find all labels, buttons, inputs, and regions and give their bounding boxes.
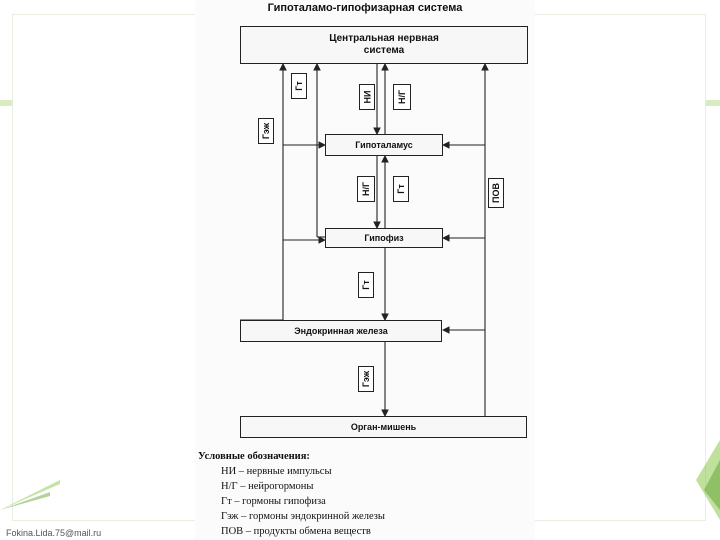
signal-ni <box>359 84 375 110</box>
cns-box <box>240 26 528 64</box>
leaf-decoration-left <box>0 470 60 510</box>
signal-gt-low <box>358 272 374 298</box>
legend-item: Гэж – гормоны эндокринной железы <box>221 511 385 522</box>
signal-gzh-left-label: Гэж <box>261 122 271 140</box>
signal-gzh-left <box>258 118 274 144</box>
signal-gzh-low-label: Гэж <box>361 370 371 388</box>
signal-gt-low-label: Гт <box>360 280 371 290</box>
signal-ni-label: НИ <box>362 90 372 104</box>
footer-email: Fokina.Lida.75@mail.ru <box>6 528 102 538</box>
hypothalamus-label: Гипоталамус <box>355 140 413 150</box>
legend-item: НИ – нервные импульсы <box>221 466 332 477</box>
signal-gt-top <box>291 73 307 99</box>
target-organ-label: Орган-мишень <box>350 422 417 432</box>
diagram-title: Гипоталамо-гипофизарная система <box>267 2 463 14</box>
cns-label: Центральная нервная система <box>329 33 439 56</box>
hypothalamus-box <box>325 134 443 156</box>
signal-ng-top-label: Н/Г <box>396 89 407 105</box>
legend-item: Н/Г – нейрогормоны <box>221 481 314 492</box>
leaf-decoration-right <box>690 440 720 520</box>
signal-gt-mid-label: Гт <box>395 184 406 194</box>
signal-gt-mid <box>393 176 409 202</box>
legend-heading: Условные обозначения: <box>198 451 310 462</box>
target-organ-box <box>240 416 527 438</box>
signal-ng-mid-label: Н/Г <box>360 181 371 197</box>
legend <box>198 449 528 539</box>
signal-gt-top-label: Гт <box>293 81 304 91</box>
signal-ng-mid <box>357 176 375 202</box>
legend-item: Гт – гормоны гипофиза <box>221 496 326 507</box>
endocrine-gland-label: Эндокринная железа <box>294 326 388 336</box>
signal-pov-label: ПОВ <box>491 183 501 203</box>
pituitary-box <box>325 228 443 248</box>
legend-item: ПОВ – продукты обмена веществ <box>221 526 371 537</box>
signal-gzh-low <box>358 366 374 392</box>
signal-pov <box>488 178 504 208</box>
signal-ng-top <box>393 84 411 110</box>
endocrine-gland-box <box>240 320 442 342</box>
pituitary-label: Гипофиз <box>364 233 404 243</box>
